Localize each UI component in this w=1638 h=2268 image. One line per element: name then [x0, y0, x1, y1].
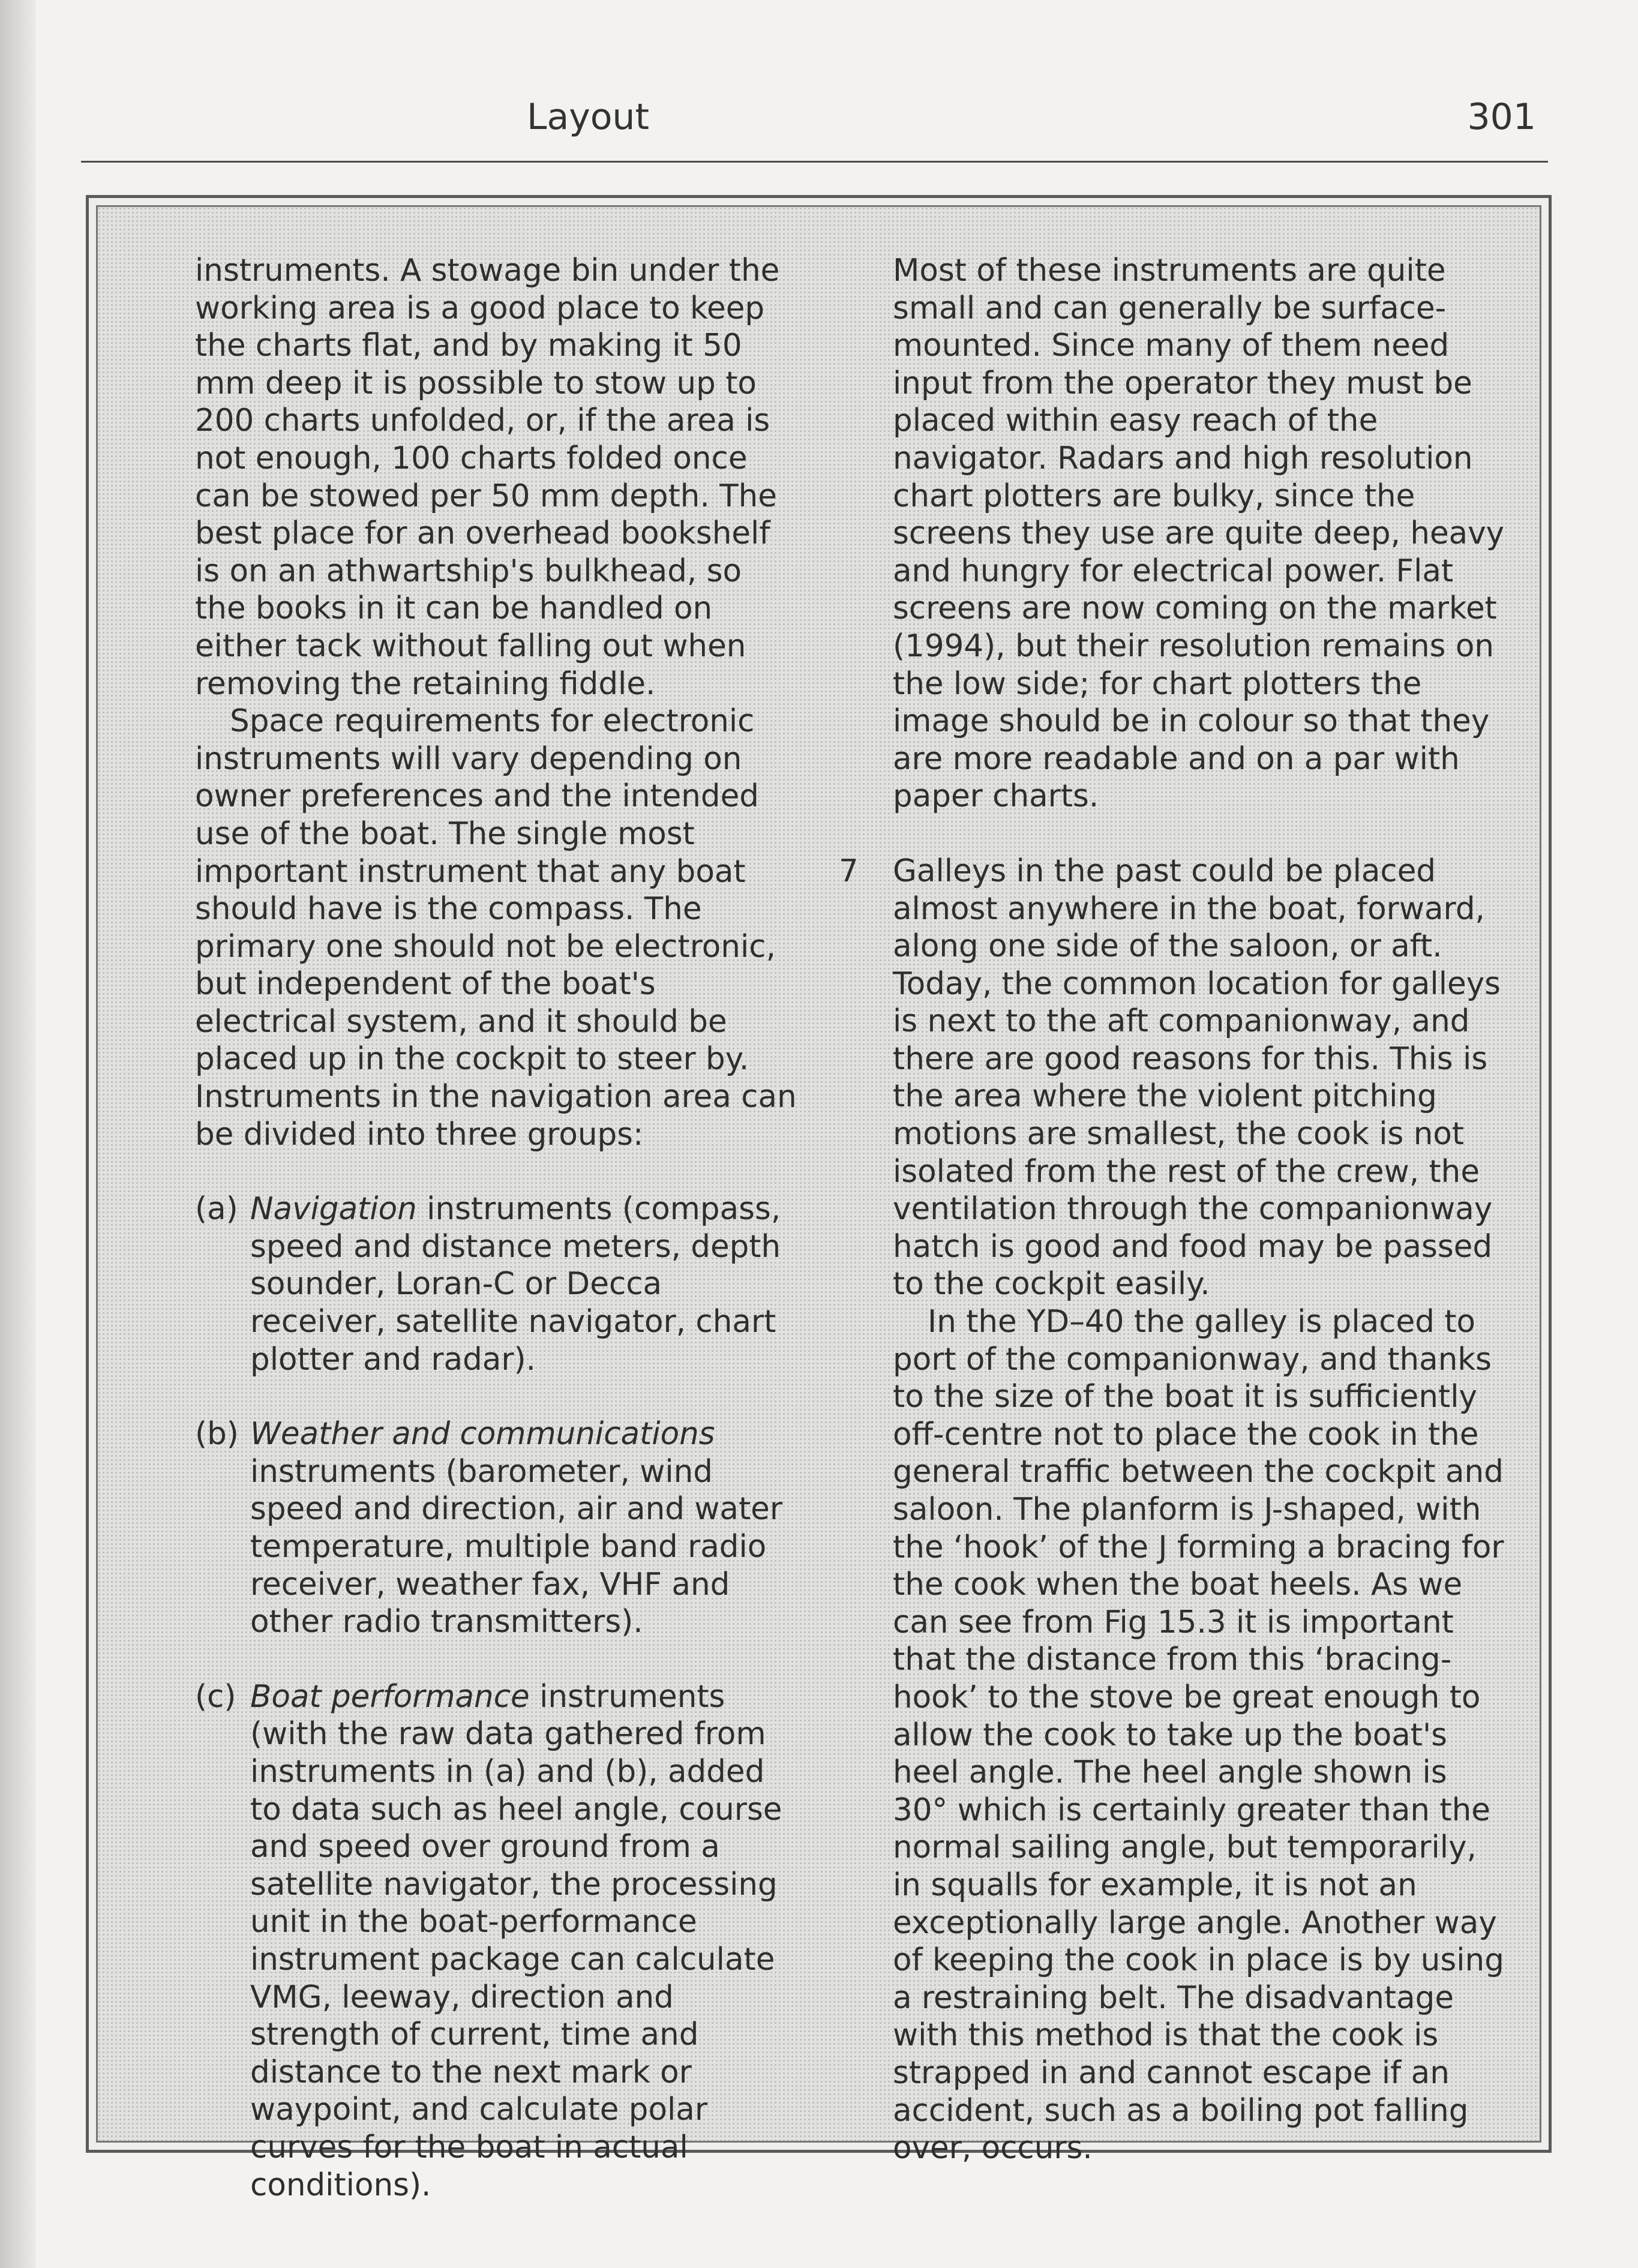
list-label: (b) — [195, 1416, 239, 1453]
page-header — [81, 90, 1548, 163]
page-number: 301 — [1467, 96, 1536, 138]
numbered-section — [839, 853, 1511, 1303]
list-text: instruments (barometer, wind speed and direction, air and water temperature, multiple band radio receiver, weather fax, VHF and other radio transmitters). — [250, 1453, 783, 1640]
list-term: Weather and communications — [250, 1416, 715, 1453]
list-item — [195, 1190, 801, 1378]
shaded-text-panel — [86, 195, 1552, 2203]
list-text: instruments (compass, speed and distance meters, depth sounder, Loran-C or Decca receiver, satellite navigator, chart plotter and radar). — [250, 1191, 781, 1378]
list-text: instruments (with the raw data gathered from instruments in (a) and (b), added to data such as heel angle, course and speed over ground from a satellite navigator, the processing unit in the boat-performance instrument package can calculate VMG, leeway, direction and strength of current, time and distance to the next mark or waypoint, and calculate polar curves for the boat in actual conditions). — [250, 1678, 782, 2203]
list-label: (c) — [195, 1678, 236, 1715]
paragraph: Space requirements for electronic instruments will vary depending on owner preferences and the intended use of the boat. The single most important instrument that any boat should have is the compass. The primary one should not be electronic, but independent of the boat's electrical system, and it should be placed up in the cockpit to steer by. Instruments in the navigation area can be divided into three groups: — [195, 703, 797, 1153]
running-head: Layout — [527, 96, 649, 138]
paragraph: In the YD–40 the galley is placed to port of the companionway, and thanks to the size of the boat it is sufficiently off-centre not to place the cook in the general traffic between the cockpit and saloon. The planform is J-shaped, with the ‘hook’ of the J forming a bracing for the cook when the boat heels. As we can see from Fig 15.3 it is important that the distance from this ‘bracing-hook’ to the stove be great enough to allow the cook to take up the boat's heel angle. The heel angle shown is 30° which is certainly greater than the normal sailing angle, but temporarily, in squalls for example, it is not an exceptionally large angle. Another way of keeping the cook in place is by using a restraining belt. The disadvantage with this method is that the cook is strapped in and cannot escape if an accident, such as a boiling pot falling over, occurs. — [893, 1304, 1504, 2167]
section-number: 7 — [839, 853, 859, 889]
instrument-groups-list — [195, 1190, 801, 2204]
paragraph: Galleys in the past could be placed almost anywhere in the boat, forward, along one side of the saloon, or aft. Today, the common location for galleys is next to the aft companionway, and there are good reasons for this. This is the area where the violent pitching motions are smallest, the cook is not isolated from the rest of the crew, the ventilation through the companionway hatch is good and food may be passed to the cockpit easily. — [893, 853, 1501, 1303]
list-label: (a) — [195, 1191, 238, 1228]
list-item — [195, 1415, 801, 1641]
paragraph: instruments. A stowage bin under the working area is a good place to keep the charts flat, and by making it 50 mm deep it is possible to stow up to 200 charts unfolded, or, if the area is not enough, 100 charts folded once can be stowed per 50 mm depth. The best place for an overhead bookshelf is on an athwartship's bulkhead, so the books in it can be handled on either tack without falling out when removing the retaining fiddle. — [195, 253, 780, 702]
list-term: Boat performance — [250, 1678, 530, 1715]
list-item — [195, 1678, 801, 2204]
right-column — [839, 252, 1511, 2167]
paragraph: Most of these instruments are quite small and can generally be surface-mounted. Since many of them need input from the operator they must be placed within easy reach of the navigator. Radars and high resolution chart plotters are bulky, since the screens they use are quite deep, heavy and hungry for electrical power. Flat screens are now coming on the market (1994), but their resolution remains on the low side; for chart plotters the image should be in colour so that they are more readable and on a par with paper charts. — [893, 253, 1505, 815]
list-term: Navigation — [250, 1191, 417, 1228]
page-edge-shadow — [0, 0, 36, 2268]
left-column — [195, 252, 801, 2204]
